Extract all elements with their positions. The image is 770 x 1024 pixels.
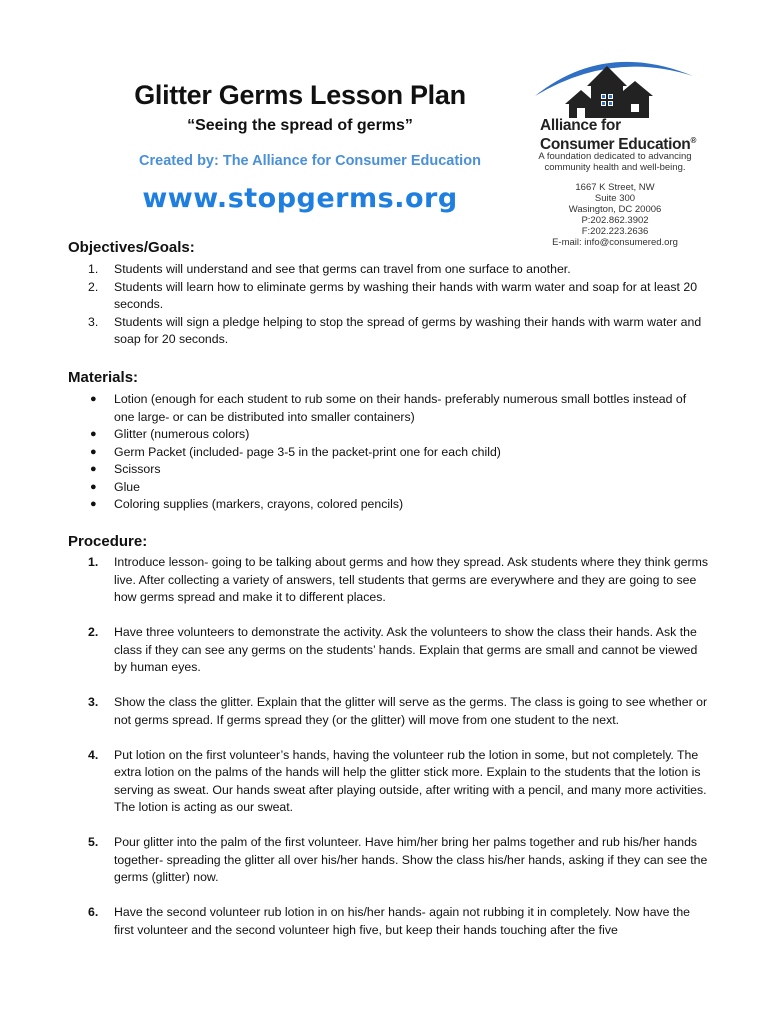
list-number: 3.	[88, 314, 99, 329]
tagline-line: A foundation dedicated to advancing	[538, 151, 692, 162]
organization-name-line1: Alliance for	[540, 117, 621, 134]
list-item	[88, 461, 708, 479]
list-number: 5.	[88, 835, 99, 849]
list-number: 1.	[88, 555, 99, 569]
list-number: 6.	[88, 905, 99, 919]
list-item	[88, 624, 708, 677]
bullet-icon: ●	[90, 445, 97, 458]
objectives-list	[88, 261, 708, 349]
organization-name-line2: Consumer Education	[540, 136, 691, 154]
objectives-heading: Objectives/Goals:	[68, 239, 195, 256]
organization-name	[540, 118, 700, 152]
list-item	[88, 314, 708, 349]
list-item-text: Show the class the glitter. Explain that the glitter will serve as the germs. The class is going to see whether or not germs spread. If germs spread they (or the glitter) will move from one student to the next.	[114, 695, 708, 727]
list-number: 4.	[88, 747, 99, 762]
organization-address	[530, 182, 700, 248]
list-item-text: Lotion (enough for each student to rub some on their hands- preferably numerous small bottles instead of one large- or can be distributed into smaller containers)	[114, 392, 687, 424]
list-number: 2.	[88, 625, 99, 639]
page-subtitle: “Seeing the spread of germs”	[187, 117, 413, 134]
list-item	[88, 444, 708, 462]
procedure-heading: Procedure:	[68, 533, 148, 550]
list-item-text: Germ Packet (included- page 3-5 in the packet-print one for each child)	[114, 444, 501, 459]
list-number: 1.	[88, 262, 99, 276]
list-item-text: Students will learn how to eliminate germs by washing their hands with warm water and soap for at least 20 seconds.	[114, 279, 698, 311]
materials-list	[88, 391, 708, 514]
list-item-text: Glue	[114, 479, 140, 494]
created-by-line: Created by: The Alliance for Consumer Education	[139, 153, 481, 169]
bullet-icon: ●	[90, 393, 97, 405]
tagline-line: community health and well-being.	[544, 162, 686, 173]
address-street: 1667 K Street, NW	[575, 182, 655, 193]
address-fax: F:202.223.2636	[581, 226, 649, 237]
bullet-icon: ●	[90, 498, 97, 510]
list-item-text: Pour glitter into the palm of the first volunteer. Have him/her bring her palms together and rub his/her hands together- spreading the glitter all over his/her hands. Show the class his/her hands, asking if they can see the germs (glitter) now.	[114, 835, 708, 884]
list-item	[88, 747, 708, 817]
address-email[interactable]: E-mail: info@consumered.org	[552, 237, 678, 248]
list-item-text: Put lotion on the first volunteer’s hands, having the volunteer rub the lotion in some, but not completely. The extra lotion on the palms of the hands will help the glitter stick more. Explain to the students that the lotion is serving as sweat. Our hands sweat after playing outside, after writing with a pencil, and many more activities. The lotion is acting as our sweat.	[114, 747, 707, 814]
address-phone: P:202.862.3902	[581, 215, 649, 226]
list-item	[88, 261, 708, 279]
list-item-text: Students will sign a pledge helping to stop the spread of germs by washing their hands with warm water and soap for 20 seconds.	[114, 314, 702, 346]
registered-mark: ®	[690, 136, 697, 145]
bullet-icon: ●	[90, 463, 97, 475]
website-link[interactable]: www.stopgerms.org	[142, 183, 458, 214]
bullet-icon: ●	[90, 480, 97, 493]
address-suite: Suite 300	[594, 193, 636, 204]
list-item-text: Coloring supplies (markers, crayons, colored pencils)	[114, 497, 404, 511]
list-item	[88, 834, 708, 887]
organization-tagline	[530, 151, 700, 173]
page-title: Glitter Germs Lesson Plan	[134, 80, 466, 110]
list-item-text: Students will understand and see that germs can travel from one surface to another.	[114, 262, 571, 276]
list-item-text: Have the second volunteer rub lotion in on his/her hands- again not rubbing it in completely. Now have the first volunteer and the second volunteer high five, but keep their hands touching after the five	[114, 905, 691, 937]
list-number: 3.	[88, 695, 99, 709]
list-item	[88, 694, 708, 729]
list-item	[88, 554, 708, 607]
list-item-text: Have three volunteers to demonstrate the activity. Ask the volunteers to show the class their hands. Ask the class if they can see any germs on the students’ hands. Explain that germs are small and cannot be viewed by human eyes.	[114, 625, 698, 674]
materials-heading: Materials:	[68, 369, 139, 386]
list-number: 2.	[88, 279, 99, 294]
list-item	[88, 479, 708, 497]
list-item	[88, 904, 708, 939]
list-item-text: Scissors	[114, 462, 161, 476]
address-city: Wasington, DC 20006	[568, 204, 662, 215]
list-item	[88, 426, 708, 444]
list-item	[88, 391, 708, 426]
list-item-text: Introduce lesson- going to be talking about germs and how they spread. Ask students where they think germs live. After collecting a variety of answers, tell students that germs are everywhere and they are going to see how germs spread and make it to different places.	[114, 555, 709, 604]
bullet-icon: ●	[90, 428, 97, 440]
procedure-list	[88, 554, 708, 957]
list-item	[88, 496, 708, 514]
list-item	[88, 279, 708, 314]
list-item-text: Glitter (numerous colors)	[114, 427, 250, 441]
